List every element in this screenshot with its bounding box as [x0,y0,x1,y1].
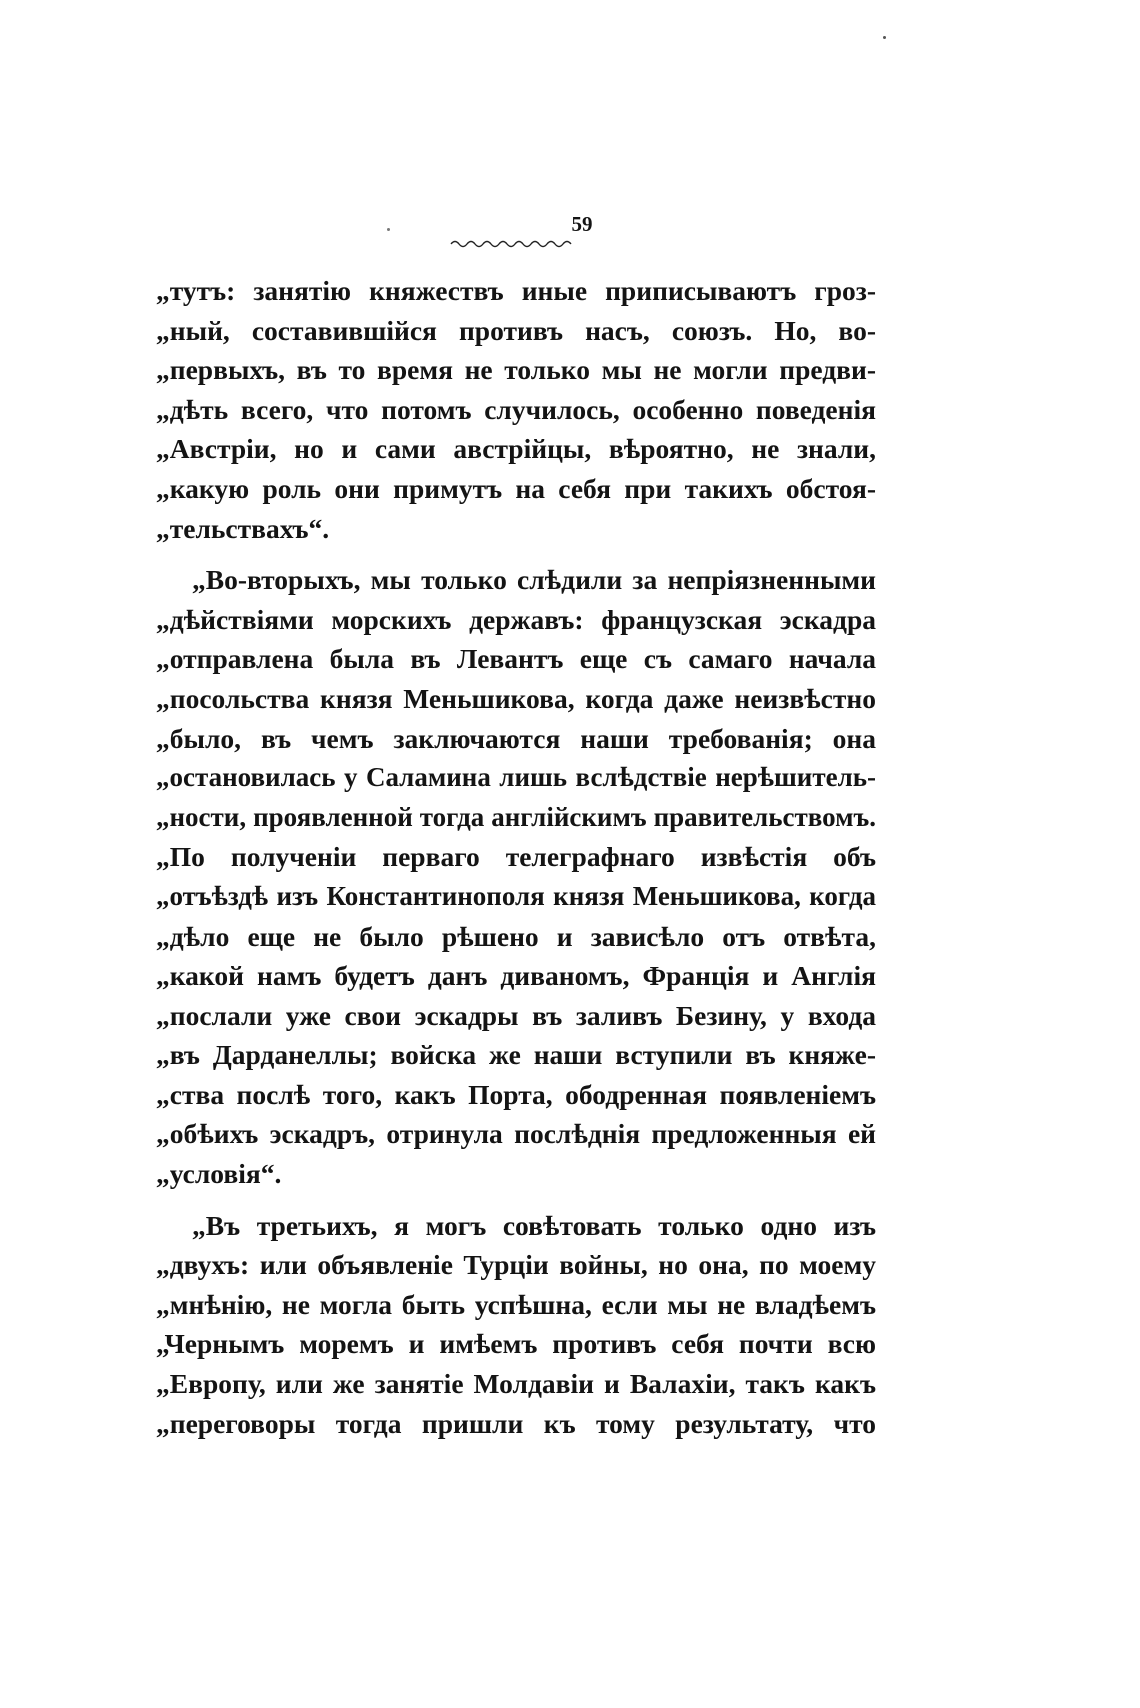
text-line: „двухъ: или объявленіе Турціи войны, но она, по моему [156,1249,876,1281]
paragraph [156,560,876,1194]
body-text [156,271,876,1443]
scan-speck [883,36,886,39]
text-line: „дѣло еще не было рѣшено и зависѣло отъ отвѣта, [156,920,876,952]
text-line: „какой намъ будетъ данъ диваномъ, Франція и Англія [156,960,876,992]
text-line: „отъѣздѣ изъ Константинополя князя Меньшикова, когда [156,880,876,911]
text-line: „мнѣнію, не могла быть успѣшна, если мы не владѣемъ [156,1288,876,1320]
wavy-rule-ornament [449,237,575,249]
paragraph [156,271,876,548]
page-number: 59 [571,212,593,236]
text-line: „послали уже свои эскадры въ заливъ Безину, у входа [156,999,876,1031]
text-line: „Европу, или же занятіе Молдавіи и Валахіи, такъ какъ [156,1368,876,1400]
text-line: „было, въ чемъ заключаются наши требованія; она [156,722,876,754]
text-line: „отправлена была въ Левантъ еще съ самаго начала [156,643,876,675]
paragraph [156,1206,876,1444]
page-header [0,212,1140,236]
text-line: „ности, проявленной тогда англійскимъ правительствомъ. [156,801,876,832]
text-line: „первыхъ, въ то время не только мы не могли предви- [156,354,876,386]
text-line: „Чернымъ моремъ и имѣемъ противъ себя почти всю [156,1328,876,1360]
text-line: „Въ третьихъ, я могъ совѣтовать только одно изъ [192,1209,876,1241]
text-line: „переговоры тогда пришли къ тому результату, что [156,1407,876,1439]
text-line: „дѣть всего, что потомъ случилось, особенно поведенія [156,393,876,425]
text-line: „ства послѣ того, какъ Порта, ободренная появленіемъ [156,1078,876,1110]
text-line: „ный, составившійся противъ насъ, союзъ. Но, во- [156,314,876,346]
text-line: „посольства князя Меньшикова, когда даже неизвѣстно [156,682,876,714]
text-line: „тельствахъ“. [156,512,330,544]
text-line: „тутъ: занятію княжествъ иные приписываютъ гроз- [156,275,876,306]
text-line: „Австріи, но и сами австрійцы, вѣроятно, не знали, [156,433,876,465]
text-line: „Во-вторыхъ, мы только слѣдили за непріязненными [192,564,876,596]
text-line: „какую роль они примутъ на себя при такихъ обстоя- [156,472,876,504]
text-line: „дѣйствіями морскихъ державъ: французская эскадра [156,603,876,635]
text-line: „въ Дарданеллы; войска же наши вступили въ княже- [156,1039,876,1071]
text-line: „По полученіи перваго телеграфнаго извѣстія объ [156,841,876,873]
text-line: „обѣихъ эскадръ, отринула послѣднія предложенныя ей [156,1118,876,1150]
text-line: „условія“. [156,1158,282,1190]
text-line: „остановилась у Саламина лишь вслѣдствіе нерѣшитель- [156,762,876,793]
